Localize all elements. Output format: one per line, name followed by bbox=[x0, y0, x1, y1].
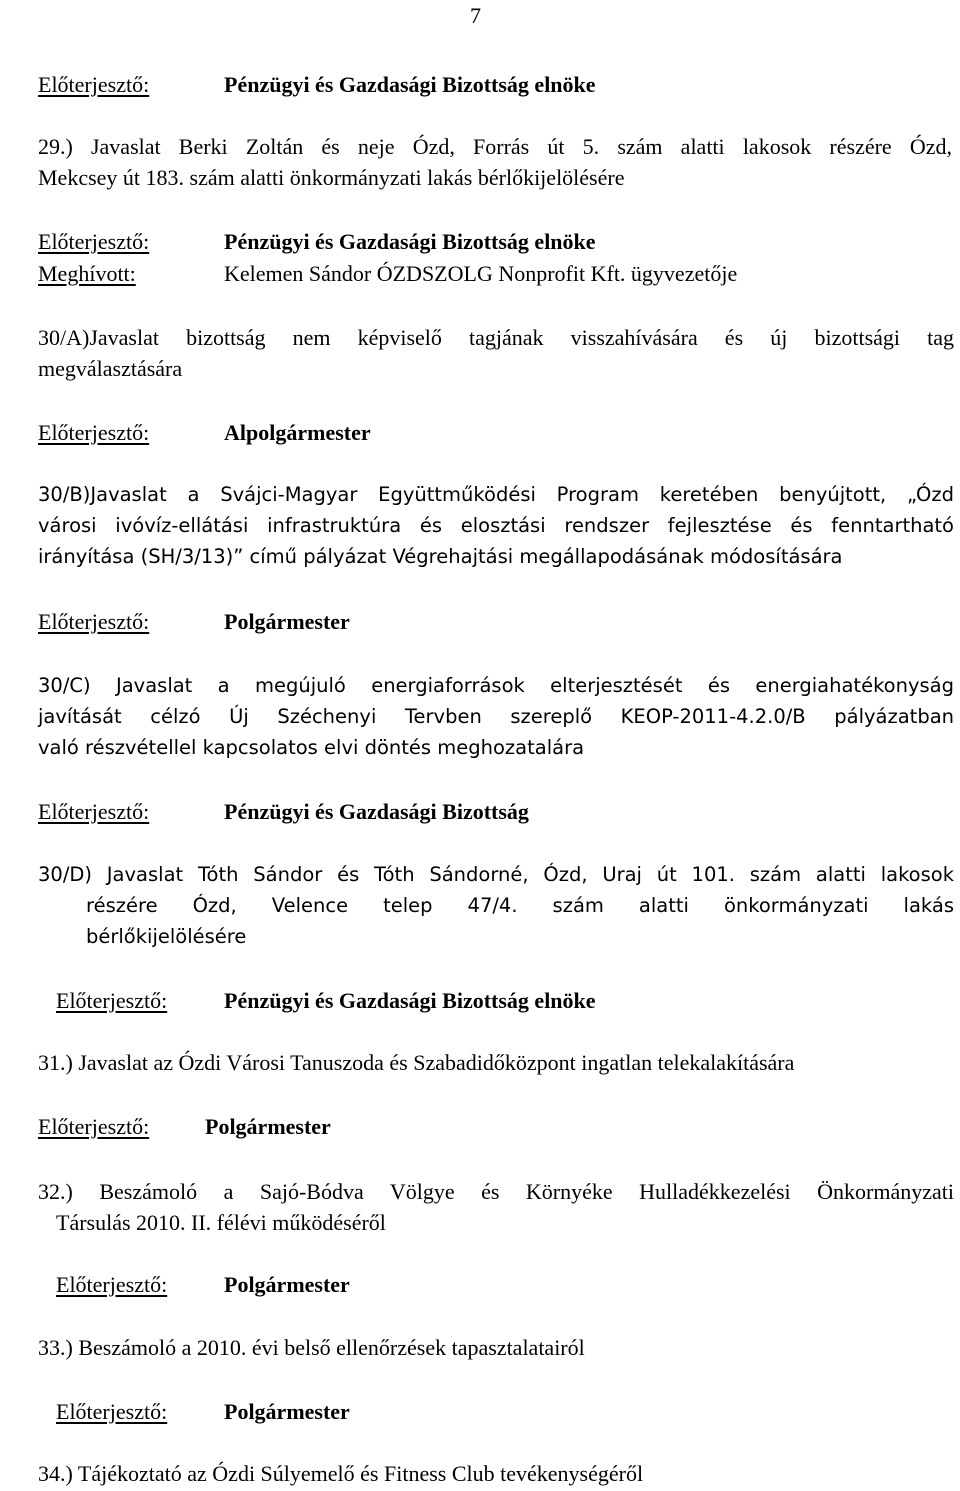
item-title-line: megválasztására bbox=[38, 356, 183, 381]
presenter-label: Előterjesztő: bbox=[56, 988, 168, 1013]
presenter-label: Előterjesztő: bbox=[38, 609, 150, 634]
presenter-label: Előterjesztő: bbox=[56, 1399, 168, 1424]
agenda-item-29 bbox=[38, 131, 952, 193]
item-title-line: 34.) Tájékoztató az Ózdi Súlyemelő és Fitness Club tevékenységéről bbox=[38, 1461, 644, 1486]
presenter-row bbox=[38, 417, 938, 448]
item-title-line: 30/D) Javaslat Tóth Sándor és Tóth Sándorné, Ózd, Uraj út 101. szám alatti lakosok bbox=[38, 863, 954, 886]
agenda-item-31 bbox=[38, 1047, 956, 1078]
presenter-label: Előterjesztő: bbox=[38, 1114, 150, 1139]
agenda-item-30d bbox=[38, 859, 954, 952]
agenda-item-30b bbox=[38, 479, 954, 572]
agenda-item-34 bbox=[38, 1458, 956, 1489]
presenter-row bbox=[38, 226, 938, 257]
item-title-line: 30/B)Javaslat a Svájci-Magyar Együttműködési Program keretében benyújtott, „Ózd bbox=[38, 483, 954, 506]
presenter-row bbox=[56, 1269, 956, 1300]
agenda-item-30a bbox=[38, 322, 954, 384]
agenda-item-33 bbox=[38, 1332, 956, 1363]
presenter-row bbox=[38, 1111, 938, 1142]
invited-value: Kelemen Sándor ÓZDSZOLG Nonprofit Kft. ügyvezetője bbox=[224, 261, 738, 286]
item-title-line: bérlőkijelölésére bbox=[86, 925, 247, 948]
presenter-label: Előterjesztő: bbox=[56, 1272, 168, 1297]
item-title-line: Társulás 2010. II. félévi működéséről bbox=[56, 1210, 386, 1235]
item-title-line: 29.) Javaslat Berki Zoltán és neje Ózd, Forrás út 5. szám alatti lakosok részére Ózd, bbox=[38, 134, 952, 159]
invited-row bbox=[38, 258, 938, 289]
presenter-label: Előterjesztő: bbox=[38, 72, 150, 97]
item-title-line: 30/C) Javaslat a megújuló energiaforrások elterjesztését és energiahatékonyság bbox=[38, 674, 954, 697]
page-number: 7 bbox=[470, 3, 481, 28]
presenter-label: Előterjesztő: bbox=[38, 229, 150, 254]
agenda-item-32 bbox=[38, 1176, 954, 1238]
item-title-line: javítását célzó Új Széchenyi Tervben szereplő KEOP-2011-4.2.0/B pályázatban bbox=[38, 705, 954, 728]
item-title-line: 30/A)Javaslat bizottság nem képviselő tagjának visszahívására és új bizottsági tag bbox=[38, 325, 954, 350]
presenter-row bbox=[38, 606, 938, 637]
presenter-value: Pénzügyi és Gazdasági Bizottság bbox=[224, 799, 529, 824]
presenter-row bbox=[56, 985, 956, 1016]
presenter-value: Pénzügyi és Gazdasági Bizottság elnöke bbox=[224, 988, 596, 1013]
presenter-label: Előterjesztő: bbox=[38, 420, 150, 445]
presenter-row bbox=[56, 1396, 956, 1427]
invited-label: Meghívott: bbox=[38, 261, 136, 286]
item-title-line: 31.) Javaslat az Ózdi Városi Tanuszoda és Szabadidőközpont ingatlan telekalakítására bbox=[38, 1050, 795, 1075]
presenter-row bbox=[38, 69, 938, 100]
item-title-line: 32.) Beszámoló a Sajó-Bódva Völgye és Környéke Hulladékkezelési Önkormányzati bbox=[38, 1179, 954, 1204]
agenda-item-30c bbox=[38, 670, 954, 763]
presenter-value: Pénzügyi és Gazdasági Bizottság elnöke bbox=[224, 72, 596, 97]
presenter-label: Előterjesztő: bbox=[38, 799, 150, 824]
presenter-value: Polgármester bbox=[224, 609, 350, 634]
item-title-line: való részvétellel kapcsolatos elvi döntés meghozatalára bbox=[38, 736, 585, 759]
presenter-value: Alpolgármester bbox=[224, 420, 371, 445]
item-title-line: városi ivóvíz-ellátási infrastruktúra és elosztási rendszer fejlesztése és fenntartható bbox=[38, 514, 954, 537]
presenter-value: Polgármester bbox=[205, 1114, 331, 1139]
presenter-value: Pénzügyi és Gazdasági Bizottság elnöke bbox=[224, 229, 596, 254]
item-title-line: részére Ózd, Velence telep 47/4. szám alatti önkormányzati lakás bbox=[86, 894, 954, 917]
item-title-line: irányítása (SH/3/13)” című pályázat Végrehajtási megállapodásának módosítására bbox=[38, 545, 843, 568]
presenter-value: Polgármester bbox=[224, 1272, 350, 1297]
item-title-line: 33.) Beszámoló a 2010. évi belső ellenőrzések tapasztalatairól bbox=[38, 1335, 585, 1360]
presenter-value: Polgármester bbox=[224, 1399, 350, 1424]
item-title-line: Mekcsey út 183. szám alatti önkormányzati lakás bérlőkijelölésére bbox=[38, 165, 625, 190]
presenter-row bbox=[38, 796, 938, 827]
